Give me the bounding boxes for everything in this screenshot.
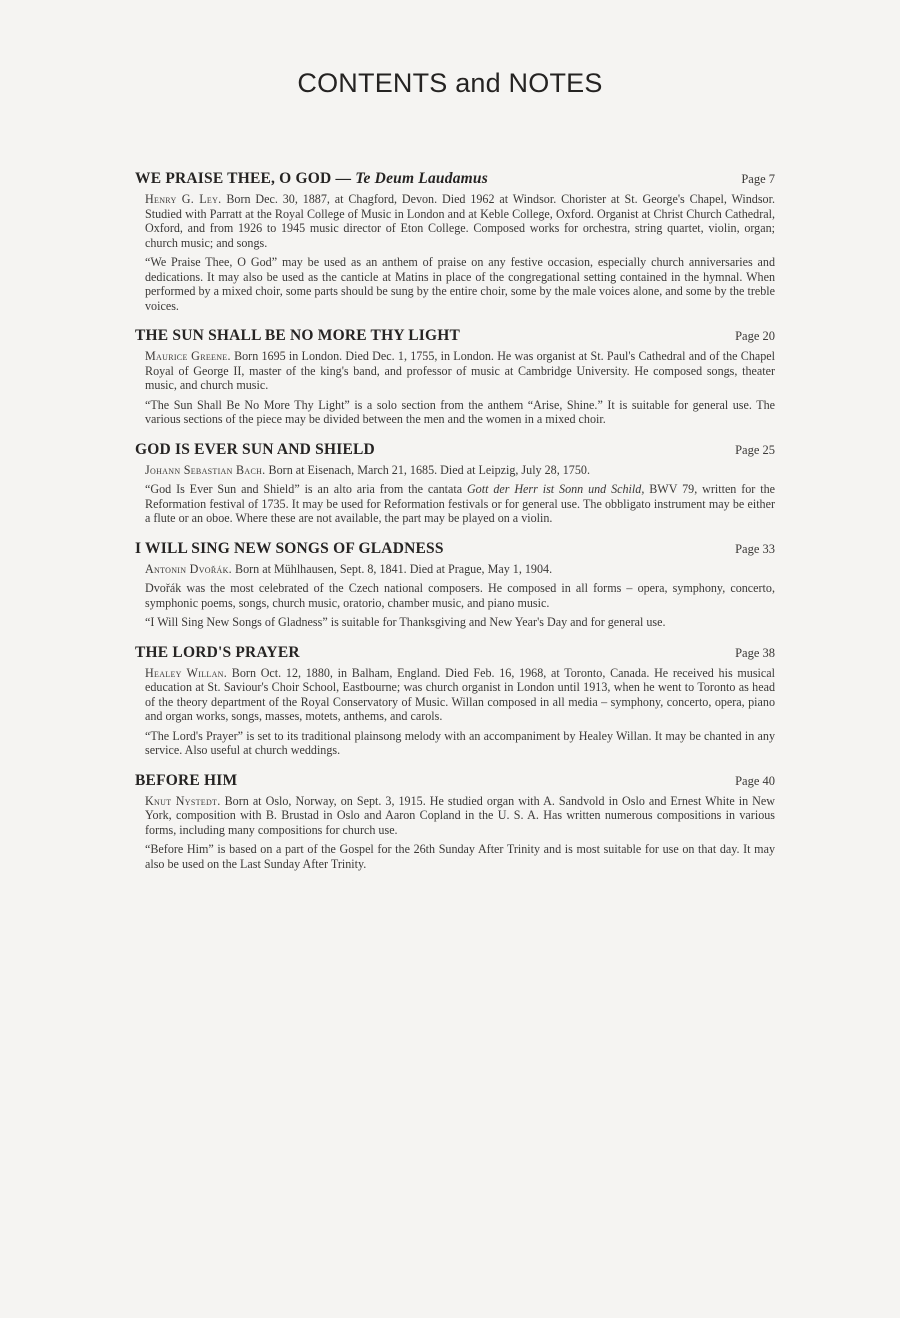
entry-page-number: Page 40: [735, 773, 775, 788]
entry-notes: [135, 345, 775, 427]
entry-header: [135, 772, 775, 790]
contents-entry: [135, 772, 775, 872]
entry-page-number: Page 7: [741, 172, 775, 186]
usage-note: “The Sun Shall Be No More Thy Light” is a solo section from the anthem “Arise, Shine.” It is suitable for general use. The various sections of the piece may be divided between the men and the women in a mixed choir.: [145, 397, 775, 426]
entry-page-number: Page 38: [735, 645, 775, 660]
entry-header: [135, 327, 775, 345]
contents-entry: [135, 327, 775, 427]
entry-page-number: Page 25: [735, 442, 775, 457]
entry-notes: [135, 558, 775, 630]
composer-name: Healey Willan.: [145, 665, 228, 680]
composer-bio: [145, 349, 775, 393]
composer-bio-text: Born Dec. 30, 1887, at Chagford, Devon. Died 1962 at Windsor. Chorister at St. George's Chapel, Windsor. Studied with Parratt at the Royal College of Music in London and at Keble College, Oxford. Organist at Christ Church Cathedral, Oxford, and from 1926 to 1945 music director of Eton College. Composed works for orchestra, string quartet, violin, organ; church music; and songs.: [145, 192, 775, 250]
composer-bio-text: Born 1695 in London. Died Dec. 1, 1755, in London. He was organist at St. Paul's Cathedral and of the Chapel Royal of George II, master of the king's band, and professor of music at Cambridge University. He composed songs, theater music, and church music.: [145, 349, 776, 392]
composer-name: Antonin Dvořák.: [145, 561, 232, 576]
entry-notes: [135, 188, 775, 313]
entry-header: [135, 170, 775, 188]
entry-page-number: Page 33: [735, 541, 775, 556]
composer-name: Maurice Greene.: [145, 349, 231, 363]
cantata-title: Gott der Herr ist Sonn und Schild,: [466, 482, 645, 496]
usage-note-text: BWV 79, written for the Reformation festival of 1735. It may be used for Reformation festivals or for general use. The obbligato instrument may be either a flute or an oboe. Where these are not available, the part may be played on a violin.: [145, 482, 775, 525]
usage-note: [145, 482, 775, 526]
entry-title: [135, 170, 488, 188]
entry-title: THE SUN SHALL BE NO MORE THY LIGHT: [135, 327, 461, 344]
entry-header: [135, 644, 775, 662]
composer-bio: [145, 192, 775, 250]
entry-title: I WILL SING NEW SONGS OF GLADNESS: [135, 539, 444, 557]
contents-entry: [135, 441, 775, 526]
entry-title: GOD IS EVER SUN AND SHIELD: [135, 440, 375, 458]
composer-bio: [145, 562, 775, 577]
composer-bio: [145, 463, 775, 478]
composer-bio: [145, 666, 775, 724]
contents-list: [135, 170, 775, 885]
page-title: CONTENTS and NOTES: [297, 68, 603, 98]
composer-note: Dvořák was the most celebrated of the Czech national composers. He composed in all forms – opera, symphony, concerto, symphonic poems, songs, church music, oratorio, chamber music, and piano music.: [145, 581, 775, 610]
composer-name: Henry G. Ley.: [145, 192, 222, 206]
composer-bio-text: Born at Mühlhausen, Sept. 8, 1841. Died at Prague, May 1, 1904.: [235, 561, 553, 576]
entry-header: [135, 540, 775, 558]
entry-notes: [135, 459, 775, 526]
entry-notes: [135, 790, 775, 872]
entry-title-main: WE PRAISE THEE, O GOD —: [135, 170, 352, 187]
entry-notes: [135, 662, 775, 758]
usage-note-text: “God Is Ever Sun and Shield” is an alto aria from the cantata: [145, 482, 463, 496]
contents-entry: [135, 170, 775, 313]
usage-note: “I Will Sing New Songs of Gladness” is suitable for Thanksgiving and New Year's Day and for general use.: [145, 615, 666, 629]
entry-title: THE LORD'S PRAYER: [135, 643, 300, 661]
entry-header: [135, 441, 775, 459]
entry-page-number: Page 20: [735, 329, 775, 343]
entry-subtitle: Te Deum Laudamus: [355, 170, 488, 187]
usage-note: “Before Him” is based on a part of the Gospel for the 26th Sunday After Trinity and is most suitable for use on that day. It may also be used on the Last Sunday After Trinity.: [145, 842, 775, 871]
composer-bio-text: Born at Eisenach, March 21, 1685. Died at Leipzig, July 28, 1750.: [268, 462, 590, 477]
contents-entry: [135, 540, 775, 630]
usage-note: “We Praise Thee, O God” may be used as an anthem of praise on any festive occasion, especially church anniversaries and dedications. It may also be used as the canticle at Matins in place of the congregational setting contained in the hymnal. When performed by a mixed choir, some parts should be sung by the entire choir, some by the male voices alone, and some by the treble voices.: [145, 255, 775, 313]
usage-note: “The Lord's Prayer” is set to its traditional plainsong melody with an accompaniment by Healey Willan. It may be chanted in any service. Also useful at church weddings.: [145, 728, 775, 757]
composer-bio: [145, 794, 775, 838]
composer-bio-text: Born at Oslo, Norway, on Sept. 3, 1915. He studied organ with A. Sandvold in Oslo and Ernest White in New York, composition with B. Brustad in Oslo and Aaron Copland in the U. S. A. Has written numerous compositions in various forms, including many compositions for church use.: [145, 793, 775, 837]
composer-name: Johann Sebastian Bach.: [145, 462, 266, 477]
entry-title: BEFORE HIM: [135, 771, 238, 789]
composer-name: Knut Nystedt.: [145, 793, 221, 808]
contents-entry: [135, 644, 775, 758]
composer-bio-text: Born Oct. 12, 1880, in Balham, England. Died Feb. 16, 1968, at Toronto, Canada. He received his musical education at St. Saviour's Choir School, Eastbourne; was church organist in London until 1913, when he went to Toronto as head of the theory department of the Royal Conservatory of Music. Willan composed in all media – symphony, concerto, opera, piano and organ works, songs, masses, motets, anthems, and carols.: [145, 665, 775, 723]
